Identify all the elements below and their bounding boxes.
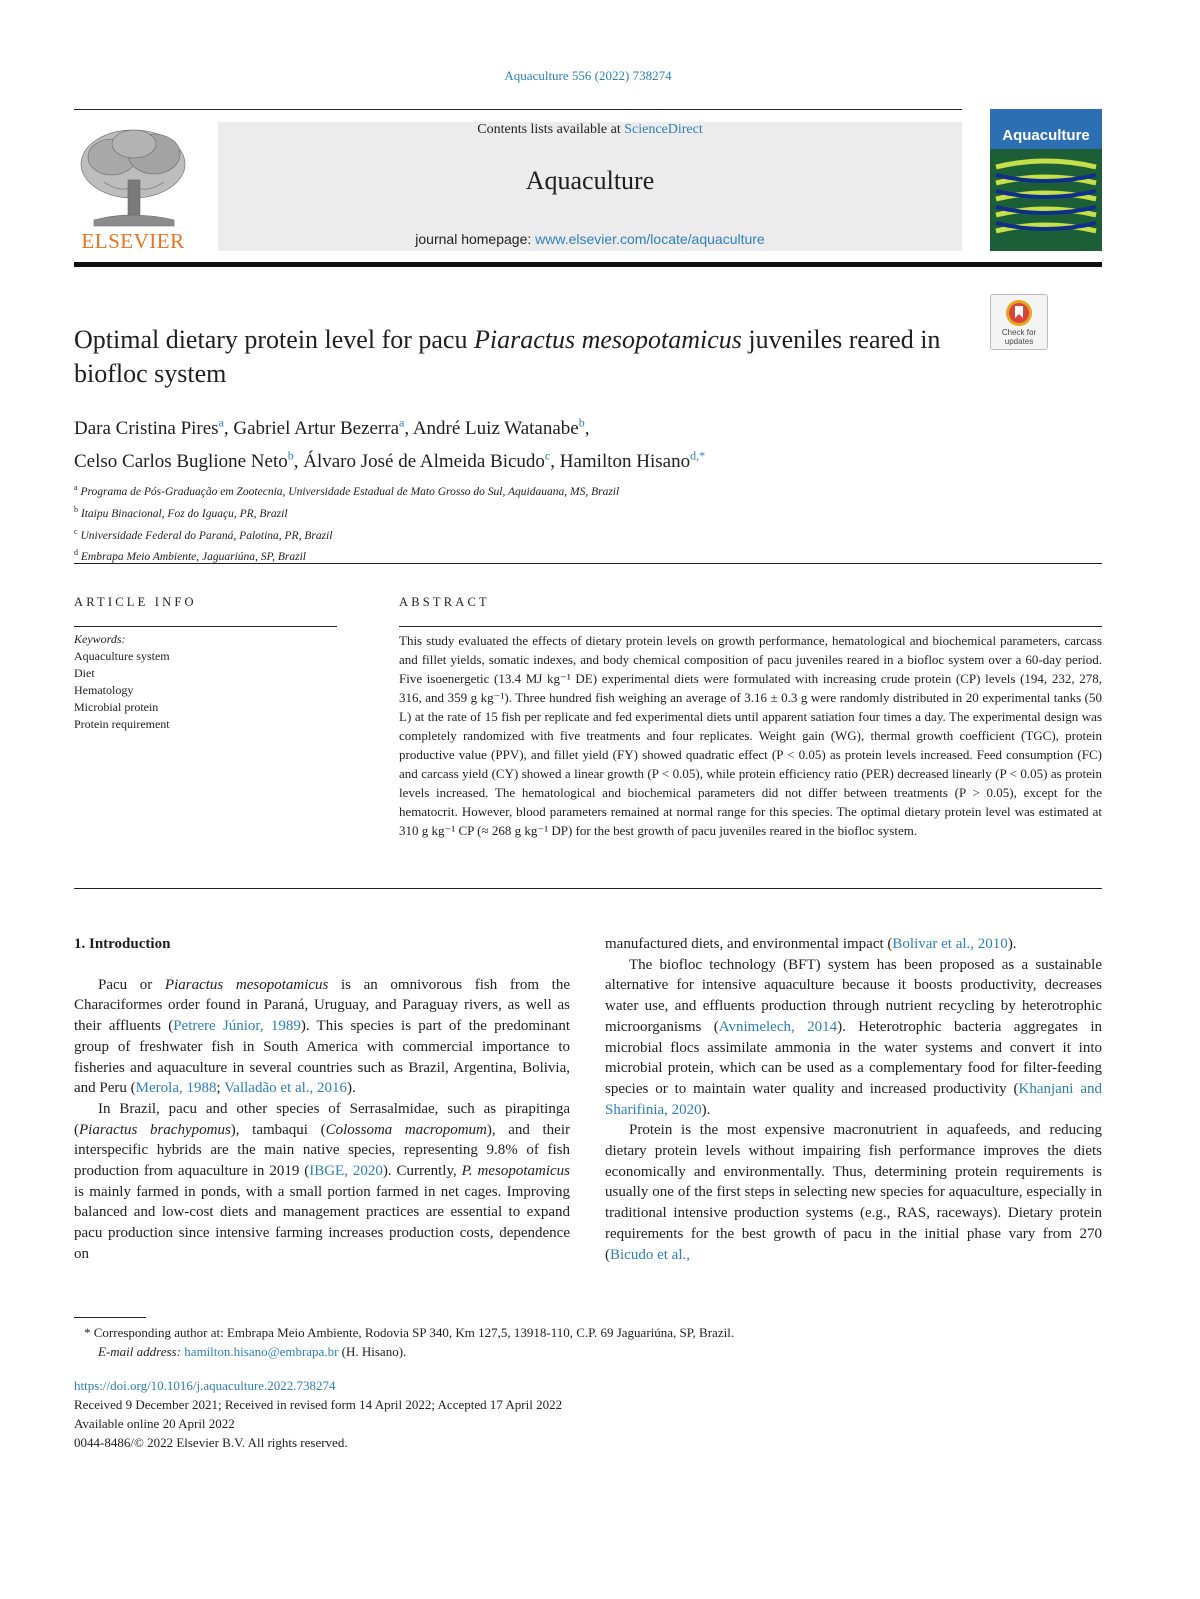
affiliation: $^a$ Programa de Pós-Graduação em Zootecnia, Universidade Estadual de Mato Grosso do Sul, Aquidauana, MS, Brazil [74,483,620,498]
citation-link[interactable]: Bolivar et al., 2010 [892,936,1008,952]
check-updates-icon [1004,298,1034,328]
body-column-left [74,934,570,1265]
cover-title: Aquaculture [990,125,1102,146]
affiliation-marker[interactable]: b [287,448,294,463]
available-online: Available online 20 April 2022 [74,1416,235,1431]
journal-homepage-link[interactable]: www.elsevier.com/locate/aquaculture [535,231,765,247]
section-rule [74,563,1102,564]
received-dates: Received 9 December 2021; Received in revised form 14 April 2022; Accepted 17 April 2022 [74,1397,563,1412]
footnote [84,1323,1084,1361]
contents-available-line: Contents lists available at ScienceDirect [477,122,703,137]
abstract-bottom-rule [74,888,1102,889]
journal-citation[interactable]: Aquaculture 556 (2022) 738274 [504,68,672,83]
journal-homepage-line: journal homepage: www.elsevier.com/locate/aquaculture [415,231,765,247]
footnote-rule [74,1317,146,1318]
citation-link[interactable]: Khanjani and Sharifinia, 2020 [605,1080,1103,1118]
author-list [74,410,1074,475]
affiliation: $^d$ Embrapa Meio Ambiente, Jaguariúna, SP, Brazil [74,548,306,564]
affiliation-marker[interactable]: a [399,416,405,430]
citation-link[interactable]: IBGE, 2020 [309,1163,383,1180]
keyword: Microbial protein [74,700,159,714]
check-for-updates-button[interactable] [990,294,1048,350]
keyword: Protein requirement [74,717,170,731]
affiliation: $^b$ Itaipu Binacional, Foz do Iguaçu, PR, Brazil [74,504,288,520]
paper-title: Optimal dietary protein level for pacu Piaractus mesopotamicus juveniles reared in biofloc system [74,325,941,388]
citation-link[interactable]: Bicudo et al., [610,1246,690,1263]
email-line: E-mail address: hamilton.hisano@embrapa.br (H. Hisano). [98,1344,407,1359]
copyright: 0044-8486/© 2022 Elsevier B.V. All rights reserved. [74,1435,348,1450]
keyword: Diet [74,666,95,680]
affiliation-marker[interactable]: c [544,448,551,463]
paragraph: The biofloc technology (BFT) system has been proposed as a sustainable alternative for intensive aquaculture because it boosts productivity, decreases water use, and effluents production through nutrient recycling by heterotrophic microorganisms (Avnimelech, 2014). Heterotrophic bacteria aggregates in microbial flocs assimilate ammonia in the water systems and convert it into microbial protein, which can be used as a complementary food for filter-feeding species or to maintain water quality and increased productivity (Khanjani and Sharifinia, 2020). [605,956,1103,1118]
journal-name: Aquaculture [525,166,655,195]
citation-link[interactable]: Avnimelech, 2014 [718,1018,838,1035]
body-column-right [605,934,1102,1265]
journal-cover[interactable] [990,109,1102,251]
abstract-rule [399,626,1102,627]
sciencedirect-link[interactable]: ScienceDirect [624,122,703,137]
affiliation-marker[interactable]: d,* [690,448,706,463]
paragraph: Pacu or Piaractus mesopotamicus is an omnivorous fish from the Characiformes order found in Paraná, Uruguay, and Paraguay rivers, as well as their affluents (Petrere Júnior, 1989). This species is part of the predominant group of freshwater fish in South America with commercial importance to fisheries and aquaculture in several countries such as Brazil, Argentina, Bolivia, and Peru (Merola, 1988; Valladão et al., 2016). [74,976,570,1097]
keywords-block [74,631,170,733]
author: Celso Carlos Buglione Neto$^b$, [74,448,304,472]
abstract-text: This study evaluated the effects of dietary protein levels on growth performance, hematological and biochemical parameters, carcass and fillet yields, somatic indexes, and body chemical composition of pacu juveniles reared in a biofloc system over a 60-day period. Five isoenergetic (13.4 MJ kg⁻¹ DE) experimental diets were formulated with increasing crude protein (CP) levels (194, 232, 278, 316, and 359 g kg⁻¹). Three hundred fish weighing an average of 3.16 ± 0.3 g were randomly distributed in 20 experimental tanks (50 L) at the rate of 15 fish per replicate and fed experimental diets until apparent satiation four times a day. The experimental design was completely randomized with five treatments and four replicates. Weight gain (WG), thermal growth coefficient (TGC), protein productive value (PPV), and fillet yield (FY) showed quadratic effect (P < 0.05) as protein levels increased. Feed consumption (FC) and carcass yield (CY) showed a linear growth (P < 0.05), while protein efficiency ratio (PER) decreased linearly (P < 0.05) as protein levels increased. The hematological and biochemical parameters did not differ between treatments (P > 0.05), except for the hematocrit. However, blood parameters remained at normal range for this species. The optimal dietary protein level was estimated at 310 g kg⁻¹ CP (≈ 268 g kg⁻¹ DP) for the best growth of pacu juveniles reared in the biofloc system. [399,633,1102,838]
author: André Luiz Watanabe$^b$, [412,416,590,440]
affiliation-marker[interactable]: a [218,416,224,430]
abstract-heading: ABSTRACT [399,595,490,609]
citation-link[interactable]: Valladão et al., 2016 [224,1080,348,1097]
article-info-rule [74,626,337,627]
paragraph: In Brazil, pacu and other species of Serrasalmidae, such as pirapitinga (Piaractus brachypomus), tambaqui (Colossoma macropomum), and their interspecific hybrids are the main native species, representing 9.8% of fish production from aquaculture in 2019 (IBGE, 2020). Currently, P. mesopotamicus is mainly farmed in ponds, with a small portion farmed in net cages. Improving balanced and low-cost diets and management practices are essential to expand pacu production since intensive farming increases production costs, dependence on [74,1100,571,1262]
keyword: Aquaculture system [74,649,170,663]
section-heading-introduction: 1. Introduction [74,936,171,952]
author: Hamilton Hisano$^{d,*}$ [559,448,706,472]
citation-link[interactable]: Merola, 1988 [135,1080,217,1097]
article-info-heading: ARTICLE INFO [74,595,197,609]
paragraph: manufactured diets, and environmental impact (Bolivar et al., 2010). [605,936,1017,952]
citation-link[interactable]: Petrere Júnior, 1989 [173,1018,301,1035]
affiliation: $^c$ Universidade Federal do Paraná, Palotina, PR, Brazil [74,526,333,542]
paragraph: Protein is the most expensive macronutrient in aquafeeds, and reducing dietary protein levels without impairing fish performance improves the diets economically and environmentally. Thus, determining protein requirements is usually one of the first steps in selecting new species for aquaculture, especially in traditional intensive production systems (e.g., RAS, raceways). Dietary protein requirements for the best growth of pacu in the initial phase vary from 270 (Bicudo et al., [605,1122,1102,1263]
check-updates-label: Check for updates [1001,328,1037,346]
elsevier-wordmark: ELSEVIER [81,229,185,253]
header-rule-top [74,109,962,110]
keywords-label: Keywords: [74,632,126,646]
keyword: Hematology [74,683,134,697]
affiliation-list [74,479,974,566]
doi-link[interactable]: https://doi.org/10.1016/j.aquaculture.2022.738274 [74,1378,336,1393]
article-metadata [74,1376,562,1452]
author: Álvaro José de Almeida Bicudo$^c$, [303,448,560,472]
email-link[interactable]: hamilton.hisano@embrapa.br [184,1344,339,1359]
corresponding-author-note: * Corresponding author at: Embrapa Meio Ambiente, Rodovia SP 340, Km 127,5, 13918-110, C.P. 69 Jaguariúna, SP, Brazil. [84,1325,735,1340]
affiliation-marker[interactable]: b [578,416,585,430]
author: Gabriel Artur Bezerra$^a$, [233,416,413,440]
header-rule-thick [74,262,1102,267]
author: Dara Cristina Pires$^a$, [74,416,234,440]
